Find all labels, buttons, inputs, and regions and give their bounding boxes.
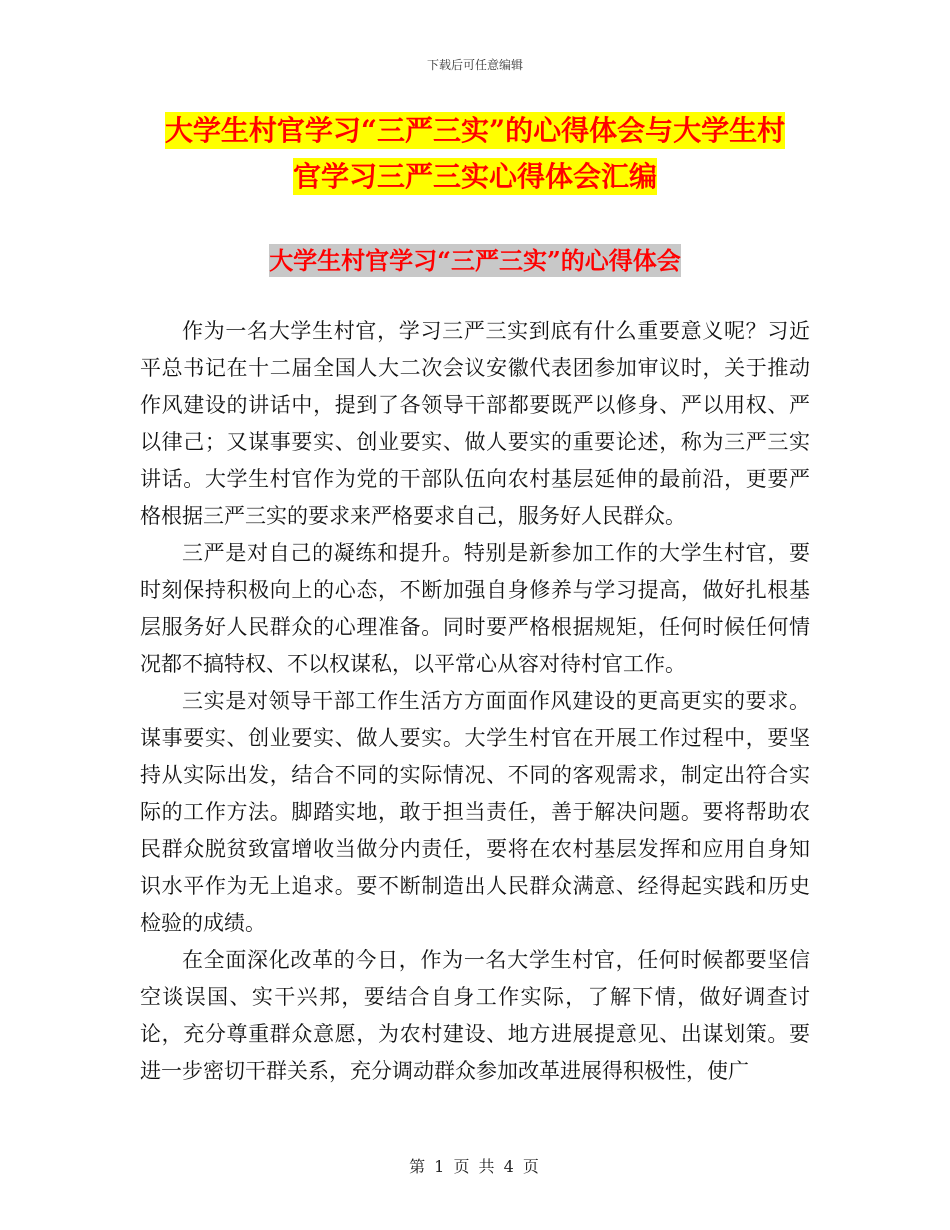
paragraph: 在全面深化改革的今日，作为一名大学生村官，任何时候都要坚信空谈误国、实干兴邦，要结合自身工作实际，了解下情，做好调查讨论，充分尊重群众意愿，为农村建设、地方进展提意见、出谋划策。要进一步密切干群关系，充分调动群众参加改革进展得积极性，使广 (140, 948, 810, 1083)
body-text (140, 313, 810, 1090)
paragraph: 作为一名大学生村官，学习三严三实到底有什么重要意义呢？习近平总书记在十二届全国人大二次会议安徽代表团参加审议时，关于推动作风建设的讲话中，提到了各领导干部都要既严以修身、严以用权、严以律己；又谋事要实、创业要实、做人要实的重要论述，称为三严三实讲话。大学生村官作为党的干部队伍向农村基层延伸的最前沿，更要严格根据三严三实的要求来严格要求自己，服务好人民群众。 (140, 319, 810, 528)
page-number: 第 1 页 共 4 页 (409, 1157, 541, 1176)
document-title-line-2: 官学习三严三实心得体会汇编 (292, 160, 657, 193)
paragraph: 三严是对自己的凝练和提升。特别是新参加工作的大学生村官，要时刻保持积极向上的心态，不断加强自身修养与学习提高，做好扎根基层服务好人民群众的心理准备。同时要严格根据规矩，任何时候任何情况都不搞特权、不以权谋私，以平常心从容对待村官工作。 (140, 541, 810, 676)
document-title-line-1: 大学生村官学习“三严三实”的心得体会与大学生村 (164, 114, 786, 147)
header-note: 下载后可任意编辑 (426, 58, 523, 72)
paragraph: 三实是对领导干部工作生活方方面面作风建设的更高更实的要求。谋事要实、创业要实、做人要实。大学生村官在开展工作过程中，要坚持从实际出发，结合不同的实际情况、不同的客观需求，制定出符合实际的工作方法。脚踏实地，敢于担当责任，善于解决问题。要将帮助农民群众脱贫致富增收当做分内责任，要将在农村基层发挥和应用自身知识水平作为无上追求。要不断制造出人民群众满意、经得起实践和历史检验的成绩。 (140, 689, 810, 935)
document-title (140, 108, 810, 200)
section-subtitle (0, 243, 950, 279)
section-subtitle-text: 大学生村官学习“三严三实”的心得体会 (269, 246, 681, 275)
